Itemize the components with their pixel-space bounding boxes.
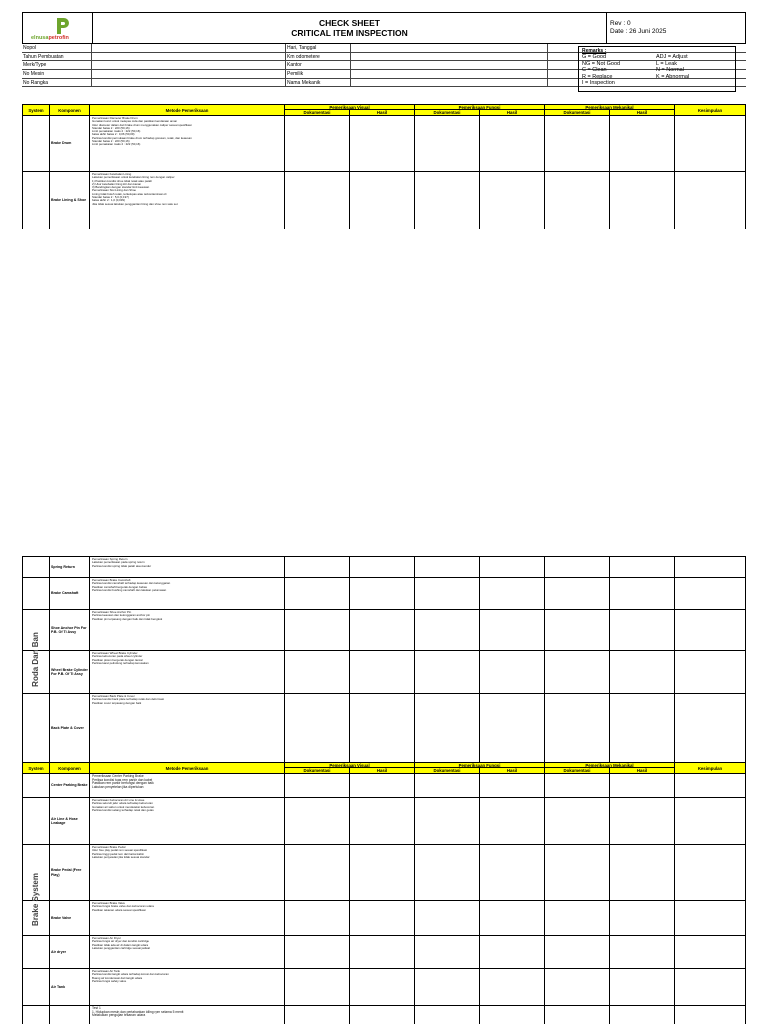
col-dokumentasi: Dokumentasi	[545, 110, 610, 116]
col-kesimpulan: Kesimpulan	[697, 107, 723, 113]
dok-visual-cell[interactable]	[285, 578, 350, 609]
metode-cell: Pemeriksaan Wheel Brake Cylinder Periksa kebocoran pada wheel cylinder Pastikan piston bergerak dengan lancar Periksa karet pelindung terhadap kerusakan	[90, 651, 285, 693]
remarks-item: L = Leak	[656, 60, 678, 67]
col-fungsi: Pemeriksaan Fungsi	[415, 105, 544, 110]
col-metode: Metode Pemeriksaan	[90, 105, 285, 115]
col-mekanikal: Pemeriksaan Mekanikal	[545, 763, 674, 768]
col-dokumentasi: Dokumentasi	[285, 110, 350, 116]
info-label: Merk/Type	[22, 61, 92, 69]
table-row	[23, 845, 745, 901]
info-value-field[interactable]	[351, 70, 548, 78]
dok-visual-cell[interactable]	[285, 798, 350, 844]
table-row	[23, 694, 745, 763]
hasil-visual-cell[interactable]	[350, 557, 415, 577]
col-hasil: Hasil	[376, 767, 388, 773]
revision-number: Rev : 0	[610, 20, 631, 27]
komponen-cell: Back Plate & Cover	[50, 694, 90, 763]
info-value-field[interactable]	[351, 44, 548, 52]
dok-visual-cell[interactable]	[285, 936, 350, 968]
info-label: Hari, Tanggal	[286, 44, 351, 52]
metode-cell: Pemeriksaan Ketebalan Lining Lakukan pemeriksaan untuk ketebalan lining rem dengan caliper 1) Pastikan kondisi shoe tidak retak atau patah 2) Ukur ketebalan lining kiri dan kanan 3) Bandingkan dengan standar limit keausan Pemeriksaan Sisi Lining dan Shoe Lining tidak boleh retak, terkelupas atau terkontaminasi oli Standar batas 2 : 5,0 (0,197) batas akhir 2 : 1,0 (0,039) Jika tidak sesuai lakukan penggantian lining dan shoe rem satu set	[90, 172, 285, 229]
doc-title-line1: CHECK SHEET	[319, 18, 380, 28]
hasil-visual-cell[interactable]	[350, 610, 415, 650]
dok-mekanikal-cell[interactable]	[545, 798, 610, 844]
info-label: Km odometere	[286, 53, 351, 61]
remarks-item: C = Clean	[582, 67, 607, 74]
metode-cell: Pemeriksaan Center Parking Brake Periksa kondisi tuas rem parkir dan kabel Pastikan rem parkir berfungsi dengan baik Lakukan penyetelan jika diperlukan	[90, 774, 285, 797]
dok-mekanikal-cell[interactable]	[545, 610, 610, 650]
dok-visual-cell[interactable]	[285, 1006, 350, 1024]
remarks-item: R = Replace	[582, 73, 613, 80]
kesimpulan-cell[interactable]	[675, 845, 745, 900]
col-hasil: Hasil	[506, 109, 518, 115]
dok-visual-cell[interactable]	[285, 845, 350, 900]
document-header	[22, 12, 746, 44]
hasil-visual-cell[interactable]	[350, 969, 415, 1005]
hasil-visual-cell[interactable]	[350, 651, 415, 693]
komponen-cell: Brake Pedal (Free Play)	[50, 845, 90, 900]
hasil-mekanikal-cell[interactable]	[610, 557, 675, 577]
col-kesimpulan: Kesimpulan	[697, 765, 723, 771]
doc-title-line2: CRITICAL ITEM INSPECTION	[291, 28, 408, 38]
dok-mekanikal-cell[interactable]	[545, 901, 610, 935]
hasil-mekanikal-cell[interactable]	[610, 694, 675, 763]
remarks-item: I = Inspection	[582, 80, 615, 87]
table-row	[23, 901, 745, 936]
table-row	[23, 116, 745, 172]
section1-table	[22, 116, 746, 229]
dok-fungsi-cell[interactable]	[415, 610, 480, 650]
dok-mekanikal-cell[interactable]	[545, 1006, 610, 1024]
table-row	[23, 969, 745, 1006]
info-value-field[interactable]	[351, 53, 548, 61]
col-dokumentasi: Dokumentasi	[415, 768, 480, 774]
hasil-fungsi-cell[interactable]	[480, 172, 545, 229]
hasil-fungsi-cell[interactable]	[480, 651, 545, 693]
table-row	[23, 774, 745, 798]
metode-cell: Pemeriksaan Spring Return Lakukan pemeriksaan pada spring return Periksa kondisi spring tidak patah atau kendur	[90, 557, 285, 577]
hasil-mekanikal-cell[interactable]	[610, 610, 675, 650]
col-metode: Metode Pemeriksaan	[90, 763, 285, 773]
hasil-visual-cell[interactable]	[350, 774, 415, 797]
info-label: Nopol	[22, 44, 92, 52]
hasil-fungsi-cell[interactable]	[480, 1006, 545, 1024]
komponen-cell: Air Line & Hose Leakage	[50, 798, 90, 844]
hasil-mekanikal-cell[interactable]	[610, 1006, 675, 1024]
dok-mekanikal-cell[interactable]	[545, 845, 610, 900]
hasil-mekanikal-cell[interactable]	[610, 845, 675, 900]
dok-mekanikal-cell[interactable]	[545, 172, 610, 229]
table-header	[22, 762, 746, 774]
col-dokumentasi: Dokumentasi	[285, 768, 350, 774]
table-row	[23, 651, 745, 694]
komponen-cell: Center Parking Brake	[50, 774, 90, 797]
remarks-title: Remarks :	[582, 48, 607, 54]
komponen-cell: Spring Return	[50, 557, 90, 577]
dok-mekanikal-cell[interactable]	[545, 969, 610, 1005]
dok-visual-cell[interactable]	[285, 557, 350, 577]
dok-fungsi-cell[interactable]	[415, 651, 480, 693]
metode-cell: Pemeriksaan Air Dryer Periksa fungsi air dryer dan kondisi cartridge Pastikan tidak ada air di dalam tangki udara Lakukan penggantian cartridge sesuai jadwal	[90, 936, 285, 968]
dok-fungsi-cell[interactable]	[415, 798, 480, 844]
logo-text-elnusa: elnusa	[31, 35, 49, 41]
table-header	[22, 104, 746, 116]
info-value-field[interactable]	[92, 44, 286, 52]
dok-visual-cell[interactable]	[285, 901, 350, 935]
section2-table	[22, 556, 746, 762]
info-value-field[interactable]	[92, 61, 286, 69]
kesimpulan-cell[interactable]	[675, 578, 745, 609]
metode-cell: Pemeriksaan Brake Pedal Ukur free play pedal rem sesuai spesifikasi Periksa tinggi pedal rem dari lantai kabin Lakukan penyetelan jika tidak sesuai standar	[90, 845, 285, 900]
hasil-mekanikal-cell[interactable]	[610, 172, 675, 229]
metode-cell: Pemeriksaan Shoe Anchor Pin Periksa keausan dan kelonggaran anchor pin Pastikan pin terpasang dengan baik dan tidak bengkok	[90, 610, 285, 650]
info-value-field[interactable]	[92, 70, 286, 78]
komponen-cell: Air Tank	[50, 969, 90, 1005]
dok-visual-cell[interactable]	[285, 694, 350, 763]
col-system: System	[23, 105, 50, 115]
info-label: Pemilik	[286, 70, 351, 78]
hasil-fungsi-cell[interactable]	[480, 557, 545, 577]
info-value-field[interactable]	[351, 79, 548, 87]
kesimpulan-cell[interactable]	[675, 798, 745, 844]
dok-fungsi-cell[interactable]	[415, 845, 480, 900]
logo-text-petrofin: petrofin	[48, 35, 69, 41]
col-hasil: Hasil	[636, 767, 648, 773]
kesimpulan-cell[interactable]	[675, 557, 745, 577]
col-visual: Pemeriksaan Visual	[285, 105, 414, 110]
dok-visual-cell[interactable]	[285, 116, 350, 171]
hasil-fungsi-cell[interactable]	[480, 610, 545, 650]
company-logo-icon	[55, 17, 69, 35]
col-dokumentasi: Dokumentasi	[415, 110, 480, 116]
kesimpulan-cell[interactable]	[675, 1006, 745, 1024]
kesimpulan-cell[interactable]	[675, 651, 745, 693]
metode-cell: Pemeriksaan Brake Valve Periksa fungsi brake valve dan kebocoran udara Pastikan tekanan udara sesuai spesifikasi	[90, 901, 285, 935]
dok-fungsi-cell[interactable]	[415, 116, 480, 171]
hasil-visual-cell[interactable]	[350, 172, 415, 229]
komponen-cell: Brake Lining & Shoe	[50, 172, 90, 229]
kesimpulan-cell[interactable]	[675, 610, 745, 650]
metode-cell: Pemeriksaan Brake Camshaft Periksa kondisi camshaft terhadap keausan dan kelonggaran Pastikan camshaft bergerak dengan bebas Periksa kondisi bushing camshaft dan lakukan pelumasan	[90, 578, 285, 609]
dok-fungsi-cell[interactable]	[415, 557, 480, 577]
metode-cell: Pemeriksaan Air Tank Periksa kondisi tangki udara terhadap korosi dan kebocoran Buang air kondensasi dari tangki udara Periksa fungsi safety valve	[90, 969, 285, 1005]
hasil-visual-cell[interactable]	[350, 1006, 415, 1024]
hasil-mekanikal-cell[interactable]	[610, 651, 675, 693]
dok-fungsi-cell[interactable]	[415, 936, 480, 968]
metode-cell: Test 1 1. Hidupkan mesin dan pertahankan idling rpm selama 5 menit Melakukan pengujian tekanan udara	[90, 1006, 285, 1024]
info-label: Kantor	[286, 61, 351, 69]
info-value-field[interactable]	[351, 61, 548, 69]
dok-visual-cell[interactable]	[285, 969, 350, 1005]
dok-fungsi-cell[interactable]	[415, 901, 480, 935]
hasil-visual-cell[interactable]	[350, 798, 415, 844]
col-system: System	[23, 763, 50, 773]
dok-mekanikal-cell[interactable]	[545, 774, 610, 797]
hasil-visual-cell[interactable]	[350, 116, 415, 171]
col-komponen: Komponen	[50, 105, 90, 115]
dok-fungsi-cell[interactable]	[415, 1006, 480, 1024]
komponen-cell: Brake Drum	[50, 116, 90, 171]
info-value-field[interactable]	[92, 79, 286, 87]
dok-mekanikal-cell[interactable]	[545, 936, 610, 968]
kesimpulan-cell[interactable]	[675, 116, 745, 171]
dok-mekanikal-cell[interactable]	[545, 557, 610, 577]
kesimpulan-cell[interactable]	[675, 172, 745, 229]
hasil-fungsi-cell[interactable]	[480, 578, 545, 609]
kesimpulan-cell[interactable]	[675, 774, 745, 797]
dok-mekanikal-cell[interactable]	[545, 694, 610, 763]
dok-fungsi-cell[interactable]	[415, 172, 480, 229]
system-label-brake-system: Brake System	[31, 872, 41, 926]
dok-visual-cell[interactable]	[285, 172, 350, 229]
col-visual: Pemeriksaan Visual	[285, 763, 414, 768]
dok-visual-cell[interactable]	[285, 651, 350, 693]
kesimpulan-cell[interactable]	[675, 694, 745, 763]
kesimpulan-cell[interactable]	[675, 901, 745, 935]
remarks-item: G = Good	[582, 54, 607, 60]
col-komponen: Komponen	[50, 763, 90, 773]
hasil-fungsi-cell[interactable]	[480, 936, 545, 968]
dok-mekanikal-cell[interactable]	[545, 116, 610, 171]
info-label: No Rangka	[22, 79, 92, 87]
table-row	[23, 798, 745, 845]
hasil-fungsi-cell[interactable]	[480, 901, 545, 935]
remarks-item: NG = Not Good	[582, 60, 621, 67]
kesimpulan-cell[interactable]	[675, 936, 745, 968]
kesimpulan-cell[interactable]	[675, 969, 745, 1005]
remarks-legend	[578, 46, 736, 92]
hasil-mekanikal-cell[interactable]	[610, 116, 675, 171]
metode-cell: Pemeriksaan Diameter Brake Drum Gunakan kunci untuk melepas roda dan pastikan kendaraan aman Ukur diameter dalam dari brake drum menggunakan caliper sesuai spesifikasi Standar batas 2 : 220 (50,16) Limit pemakaian maks 2 : 222 (50,16) batas akhir batas 2 : 0,06 (50,09) Periksa kondisi permukaan brake drum terhadap goresan, retak, dan keausan Standar batas 2 : 220 (50,16) Limit pemakaian maks 2 : 222 (50,16)	[90, 116, 285, 171]
hasil-fungsi-cell[interactable]	[480, 694, 545, 763]
dok-fungsi-cell[interactable]	[415, 774, 480, 797]
dok-fungsi-cell[interactable]	[415, 694, 480, 763]
col-dokumentasi: Dokumentasi	[545, 768, 610, 774]
dok-fungsi-cell[interactable]	[415, 578, 480, 609]
hasil-visual-cell[interactable]	[350, 578, 415, 609]
col-mekanikal: Pemeriksaan Mekanikal	[545, 105, 674, 110]
dok-mekanikal-cell[interactable]	[545, 578, 610, 609]
hasil-mekanikal-cell[interactable]	[610, 578, 675, 609]
table-row	[23, 936, 745, 969]
komponen-cell	[50, 1006, 90, 1024]
hasil-mekanikal-cell[interactable]	[610, 936, 675, 968]
hasil-fungsi-cell[interactable]	[480, 774, 545, 797]
komponen-cell: Shoe Anchor Pin For P.B. Of Ti Assy	[50, 610, 90, 650]
hasil-mekanikal-cell[interactable]	[610, 798, 675, 844]
komponen-cell: Brake Camshaft	[50, 578, 90, 609]
info-label: Nama Mekanik	[286, 79, 351, 87]
dok-visual-cell[interactable]	[285, 610, 350, 650]
section3-table	[22, 774, 746, 1024]
hasil-mekanikal-cell[interactable]	[610, 774, 675, 797]
remarks-item: ADJ = Adjust	[656, 54, 688, 60]
company-logo	[23, 13, 93, 43]
hasil-visual-cell[interactable]	[350, 901, 415, 935]
hasil-mekanikal-cell[interactable]	[610, 901, 675, 935]
table-row	[23, 172, 745, 229]
vehicle-info	[22, 44, 746, 96]
remarks-item: N = Normal	[656, 67, 684, 74]
dok-mekanikal-cell[interactable]	[545, 651, 610, 693]
hasil-fungsi-cell[interactable]	[480, 969, 545, 1005]
table-row	[23, 1006, 745, 1024]
komponen-cell: Air dryer	[50, 936, 90, 968]
dok-fungsi-cell[interactable]	[415, 969, 480, 1005]
table-row	[23, 557, 745, 578]
revision-date: Date : 26 Juni 2025	[610, 28, 667, 35]
remarks-item: K = Abnormal	[656, 73, 690, 80]
hasil-visual-cell[interactable]	[350, 845, 415, 900]
komponen-cell: Brake Valve	[50, 901, 90, 935]
col-hasil: Hasil	[636, 109, 648, 115]
hasil-visual-cell[interactable]	[350, 694, 415, 763]
komponen-cell: Wheel Brake Cylinder For P.B. Of Ti Assy	[50, 651, 90, 693]
col-fungsi: Pemeriksaan Fungsi	[415, 763, 544, 768]
system-label-roda-dan-ban: Roda Dan Ban	[31, 631, 41, 687]
hasil-fungsi-cell[interactable]	[480, 798, 545, 844]
info-label: Tahun Pembuatan	[22, 53, 92, 61]
hasil-fungsi-cell[interactable]	[480, 845, 545, 900]
hasil-fungsi-cell[interactable]	[480, 116, 545, 171]
dok-visual-cell[interactable]	[285, 774, 350, 797]
table-row	[23, 610, 745, 651]
metode-cell: Pemeriksaan Back Plate & Cover Periksa kondisi back plate terhadap retak dan deformasi Pastikan cover terpasang dengan baik	[90, 694, 285, 763]
hasil-visual-cell[interactable]	[350, 936, 415, 968]
table-row	[23, 578, 745, 610]
col-hasil: Hasil	[506, 767, 518, 773]
col-hasil: Hasil	[376, 109, 388, 115]
info-label: No Mesin	[22, 70, 92, 78]
metode-cell: Pemeriksaan Kebocoran Air Line & Hose Periksa seluruh jalur udara terhadap kebocoran Gunakan air sabun untuk mendeteksi kebocoran Periksa kondisi selang terhadap retak dan getas	[90, 798, 285, 844]
hasil-mekanikal-cell[interactable]	[610, 969, 675, 1005]
info-value-field[interactable]	[92, 53, 286, 61]
